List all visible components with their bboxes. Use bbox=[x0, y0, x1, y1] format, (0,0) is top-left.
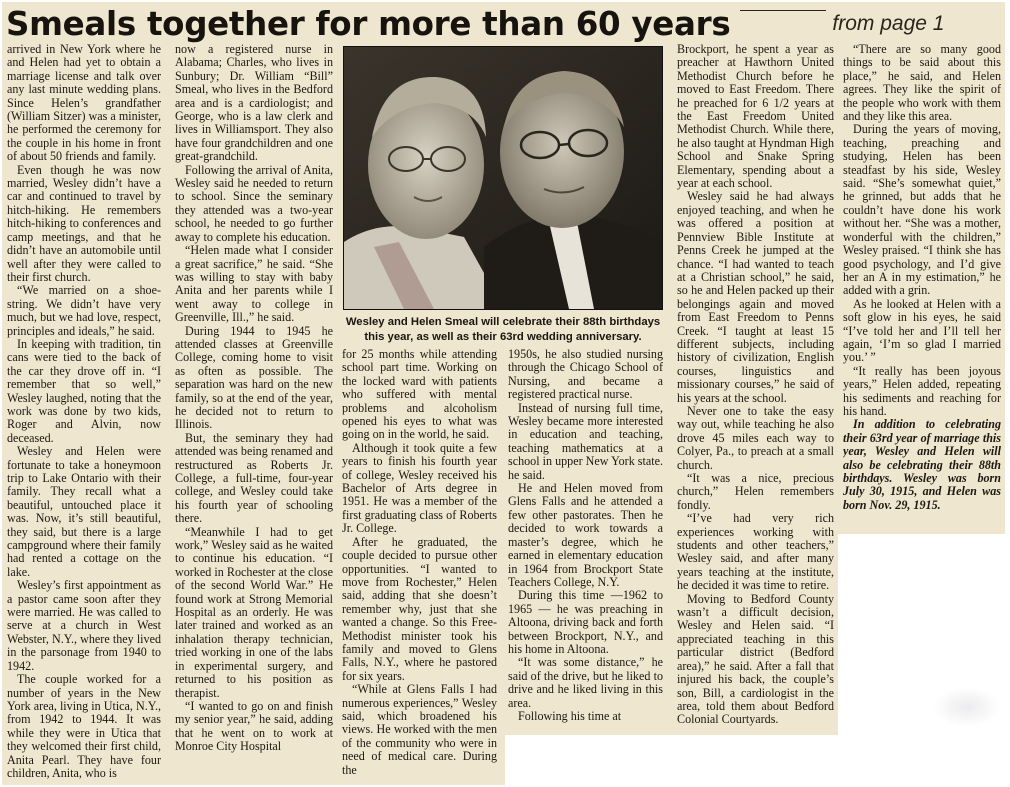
paragraph: “There are so many good things to be said about this place,” he said, and Helen agrees. They like the spirit of the people who work with them and they like this area. bbox=[843, 43, 1001, 124]
headline bbox=[6, 4, 1006, 44]
paragraph: He and Helen moved from Glens Falls and he attended a few other pastorates. Then he decided to work towards a master’s degree, which he earned in elementary education in 1964 from Brockport State Teachers College, N.Y. bbox=[508, 481, 663, 589]
paragraph: During this time —1962 to 1965 — he was preaching in Altoona, driving back and forth between Brockport, N.Y., and his home in Altoona. bbox=[508, 588, 663, 656]
paragraph: “While at Glens Falls I had numerous experiences,” Wesley said, which broadened his views. He worked with the men of the community who were in need of medical care. During the bbox=[342, 682, 497, 777]
article-column-4 bbox=[508, 348, 663, 730]
paragraph: During the years of moving, teaching, preaching and studying, Helen has been steadfast by his side, Wesley said. “She’s somewhat quiet,” he grinned, but adds that he couldn’t have done his work without her. “She was a mother, wonderful with the children,” Wesley praised. “I think she has good psychology, and I’d give her an A in my estimation,” he added with a grin. bbox=[843, 122, 1001, 298]
paragraph: Wesley’s first appointment as a pastor came soon after they were married. He was called to serve at a church in West Webster, N.Y., where they lived in the parsonage from 1940 to 1942. bbox=[7, 578, 161, 673]
paragraph: “We married on a shoe-string. We didn’t have very much, but we had love, respect, principles and ideals,” he said. bbox=[7, 283, 161, 338]
paragraph: Never one to take the easy way out, while teaching he also drove 45 miles each way to Colyer, Pa., to preach at a small church. bbox=[677, 403, 834, 472]
headline-rule bbox=[740, 10, 826, 11]
paragraph: Although it took quite a few years to finish his fourth year of college, Wesley received his Bachelor of Arts degree in 1951. He was a member of the first graduating class of Roberts Jr. College. bbox=[342, 440, 497, 536]
paragraph: As he looked at Helen with a soft glow in his eyes, he said “I’ve told her and I’ll tell her again, ‘I’m so glad I married you.’ ” bbox=[843, 296, 1001, 365]
clipping-gap bbox=[505, 735, 838, 787]
paragraph: Following his time at bbox=[518, 708, 622, 723]
paragraph: Moving to Bedford County wasn’t a difficult decision, Wesley and Helen said. “I appreciated teaching in this particular district (Bedford area),” he said. After a fall that injured his back, the couple’s son, Bill, a cardiologist in the area, told them about Bedford Colonial Courtyards. bbox=[677, 591, 834, 727]
paragraph: Brockport, he spent a year as preacher at Hawthorn United Methodist Church before he moved to East Freedom. There he preached for 6 1/2 years at the East Freedom United Methodist Church. While there, he also taught at Hyndman High School and Snake Spring Elementary, spending about a year at each school. bbox=[677, 43, 834, 191]
paragraph: Wesley and Helen were fortunate to take a honeymoon trip to Lake Ontario with their family. They recall what a beautiful, untouched place it was. Now, it’s still beautiful, they said, but there is a large campground where their family had rented a cottage on the lake. bbox=[7, 444, 161, 579]
paragraph: “I’ve had very rich experiences working with students and other teachers,” Wesley said, and after many years teaching at the institute, he decided it was time to retire. bbox=[677, 511, 834, 593]
paragraph: The couple worked for a number of years in the New York area, living in Utica, N.Y., from 1942 to 1944. It was while they were in Utica that they welcomed their first child, Anita Pearl. They have four children, Anita, who is bbox=[7, 672, 161, 780]
paragraph: Following the arrival of Anita, Wesley said he needed to return to school. Since the seminary they attended was a two-year school, he needed to go further away to complete his education. bbox=[175, 162, 333, 244]
paragraph: In keeping with tradition, tin cans were tied to the back of the car they drove off in. “I remember that so well,” Wesley laughed, noting that the work was done by two kids, Roger and Alvin, now deceased. bbox=[7, 336, 161, 445]
scan-smudge bbox=[932, 687, 1002, 727]
paragraph: now a registered nurse in Alabama; Charles, who lives in Sunbury; Dr. William “Bill” Smeal, who lives in the Bedford area and is a cardiologist; and George, who is a law clerk and lives in Williamsport. They also have four grandchildren and one great-grandchild. bbox=[175, 43, 333, 164]
paragraph: for 25 months while attending school part time. Working on the locked ward with patients who suffered with mental problems and alcoholism opened his eyes to what was going on in the world, he said. bbox=[342, 348, 497, 442]
couple-photo-image bbox=[344, 47, 662, 309]
paragraph: “Meanwhile I had to get work,” Wesley said as he waited to continue his education. “I worked in Rochester at the close of the second World War.” He found work at Strong Memorial Hospital as an orderly. He was later trained and worked as an inhalation therapy technician, tried working in one of the labs in experimental surgery, and returned to his position as therapist. bbox=[175, 524, 333, 700]
article-column-6 bbox=[843, 43, 1001, 528]
paragraph: Instead of nursing full time, Wesley became more interested in education and teaching, teaching mathematics at a school in upper New York state. he said. bbox=[508, 400, 663, 482]
paragraph: “Helen made what I consider a great sacrifice,” he said. “She was willing to stay with baby Anita and her parents while I went away to college in Greenville, Ill.,” he said. bbox=[175, 243, 333, 325]
paragraph: 1950s, he also studied nursing through the Chicago School of Nursing, and became a registered practical nurse. bbox=[508, 348, 663, 402]
article-column-3 bbox=[342, 348, 497, 785]
paragraph: During 1944 to 1945 he attended classes at Greenville College, coming home to visit as often as possible. The separation was hard on the new family, so at the end of the year, he decided not to return to Illinois. bbox=[175, 323, 333, 432]
paragraph: After he graduated, the couple decided to pursue other opportunities. “I wanted to move from Rochester,” Helen said, adding that she doesn’t remember why, just that she wanted a change. So this Free-Methodist minister took his family and moved to Glens Falls, N.Y., where he pastored for six years. bbox=[342, 534, 497, 683]
headline-title: Smeals together for more than 60 years bbox=[6, 5, 731, 43]
paragraph: Wesley said he had always enjoyed teaching, and when he was offered a position at Pennview Bible Institute at Penns Creek he jumped at the chance. “I had wanted to teach at a Christian school,” he said, so he and Helen packed up their belongings again and moved from East Freedom to Penns Creek. “I taught at least 15 different subjects, including history of civilization, English courses, linguistics and missionary courses,” he said of his years at the school. bbox=[677, 189, 834, 405]
paragraph: But, the seminary they had attended was being renamed and restructured as Roberts Jr. College, a full-time, four-year college, and Wesley could take his fourth year of schooling there. bbox=[175, 430, 333, 526]
article-column-5 bbox=[677, 43, 834, 733]
headline-jump: from page 1 bbox=[832, 12, 945, 35]
paragraph: Even though he was now married, Wesley didn’t have a car and continued to travel by hitch-hiking. He remembers hitch-hiking to conferences and camp meetings, and that he didn’t have an automobile until well after they were called to their first church. bbox=[7, 162, 161, 284]
photo-caption: Wesley and Helen Smeal will celebrate their 88th birthdays this year, as well as their 63rd wedding anniversary. bbox=[345, 316, 661, 343]
paragraph: “It really has been joyous years,” Helen added, repeating his sediments and reaching for his hand. bbox=[843, 363, 1001, 418]
paragraph: “It was some distance,” he said of the drive, but he liked to drive and he liked living in this area. bbox=[508, 655, 663, 710]
paragraph: arrived in New York where he and Helen had yet to obtain a marriage license and talk over any last minute wedding plans. Since Helen’s grandfather (William Sitzer) was a minister, he performed the ceremony for the couple in his home in front of about 50 friends and family. bbox=[7, 43, 161, 164]
article-column-1 bbox=[7, 43, 161, 785]
couple-photo bbox=[343, 46, 663, 310]
birthday-note: In addition to celebrating their 63rd year of marriage this year, Wesley and Helen will also be celebrating their 88th birthdays. Wesley was born July 30, 1915, and Helen was born Nov. 29, 1915. bbox=[843, 417, 1001, 512]
article-column-2 bbox=[175, 43, 333, 785]
paragraph: “It was a nice, precious church,” Helen remembers fondly. bbox=[677, 471, 834, 512]
paragraph: “I wanted to go on and finish my senior year,” he said, adding that he went on to work at Monroe City Hospital bbox=[175, 698, 333, 754]
